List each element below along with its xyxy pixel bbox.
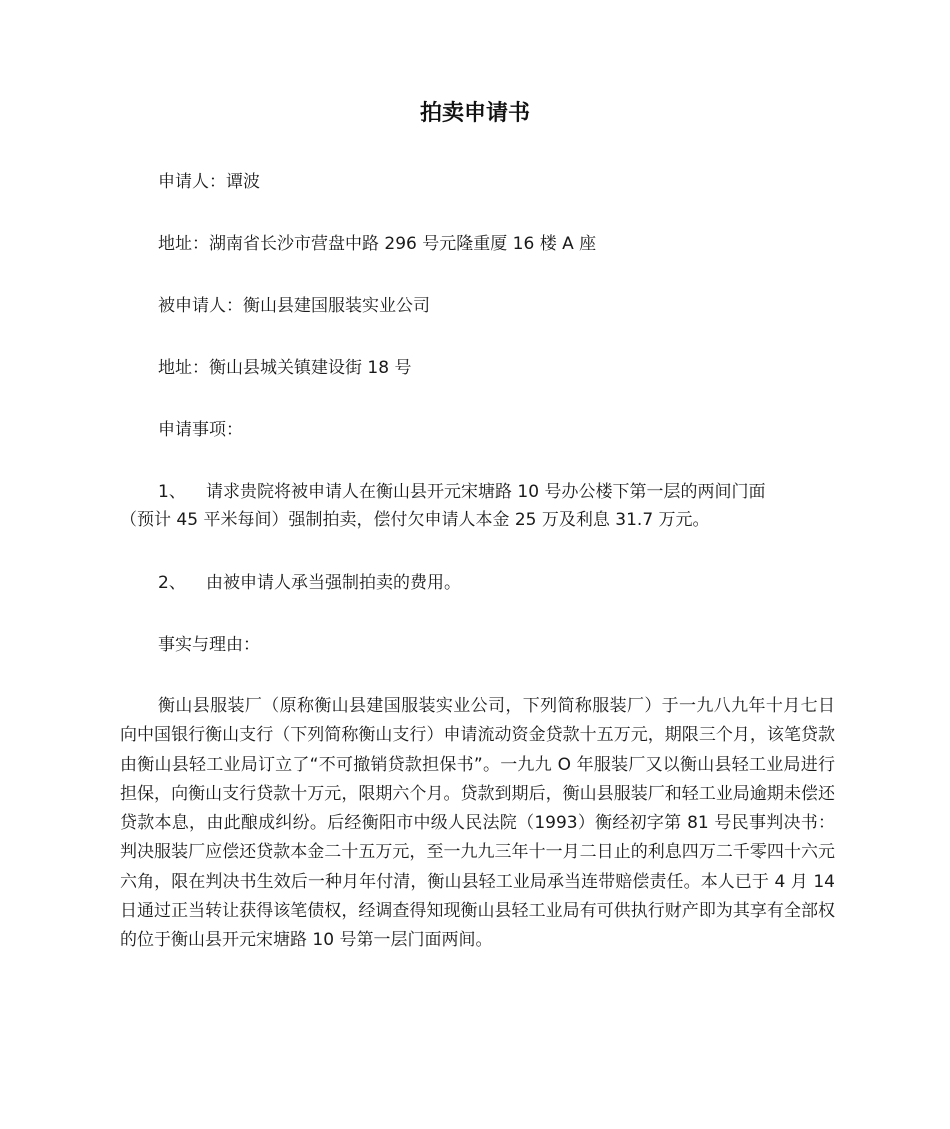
matter-item-1-text-first: 请求贵院将被申请人在衡山县开元宋塘路 10 号办公楼下第一层的两间门面 — [206, 482, 766, 502]
matter-item-2 — [120, 569, 832, 597]
matter-item-1-number: 1、 — [158, 482, 186, 502]
applicant-address-line: 地址：湖南省长沙市营盘中路 296 号元隆重厦 16 楼 A 座 — [158, 234, 597, 254]
respondent-line: 被申请人：衡山县建国服装实业公司 — [158, 296, 430, 316]
matter-item-2-number: 2、 — [158, 573, 186, 593]
facts-heading: 事实与理由： — [158, 635, 260, 655]
matter-item-2-first-line — [120, 569, 832, 597]
matter-item-1-text-rest: （预计 45 平米每间）强制拍卖，偿付欠申请人本金 25 万及利息 31.7 万元。 — [120, 510, 710, 530]
matter-item-2-text-first: 由被申请人承当强制拍卖的费用。 — [206, 573, 461, 593]
facts-paragraph: 衡山县服装厂（原称衡山县建国服装实业公司，下列简称服装厂）于一九八九年十月七日向中国银行衡山支行（下列简称衡山支行）申请流动资金贷款十五万元，期限三个月，该笔贷款由衡山县轻工业局订立了“不可撤销贷款担保书”。一九九 O 年服装厂又以衡山县轻工业局进行担保，向衡山支行贷款十万元，限期六个月。贷款到期后，衡山县服装厂和轻工业局逾期未偿还贷款本息，由此酿成纠纷。后经衡阳市中级人民法院（1993）衡经初字第 81 号民事判决书：判决服装厂应偿还贷款本金二十五万元，至一九九三年十一月二日止的利息四万二千零四十六元六角，限在判决书生效后一种月年付清，衡山县轻工业局承当连带赔偿责任。本人已于 4 月 14 日通过正当转让获得该笔债权，经调查得知现衡山县轻工业局有可供执行财产即为其享有全部权的位于衡山县开元宋塘路 10 号第一层门面两间。 — [120, 696, 835, 951]
applicant-line: 申请人：谭波 — [158, 172, 260, 192]
document-title: 拍卖申请书 — [419, 101, 530, 126]
matter-item-1-first-line — [120, 478, 832, 506]
matter-item-1 — [120, 478, 832, 534]
matters-heading: 申请事项： — [158, 420, 243, 440]
respondent-address-line: 地址：衡山县城关镇建设街 18 号 — [158, 358, 412, 378]
